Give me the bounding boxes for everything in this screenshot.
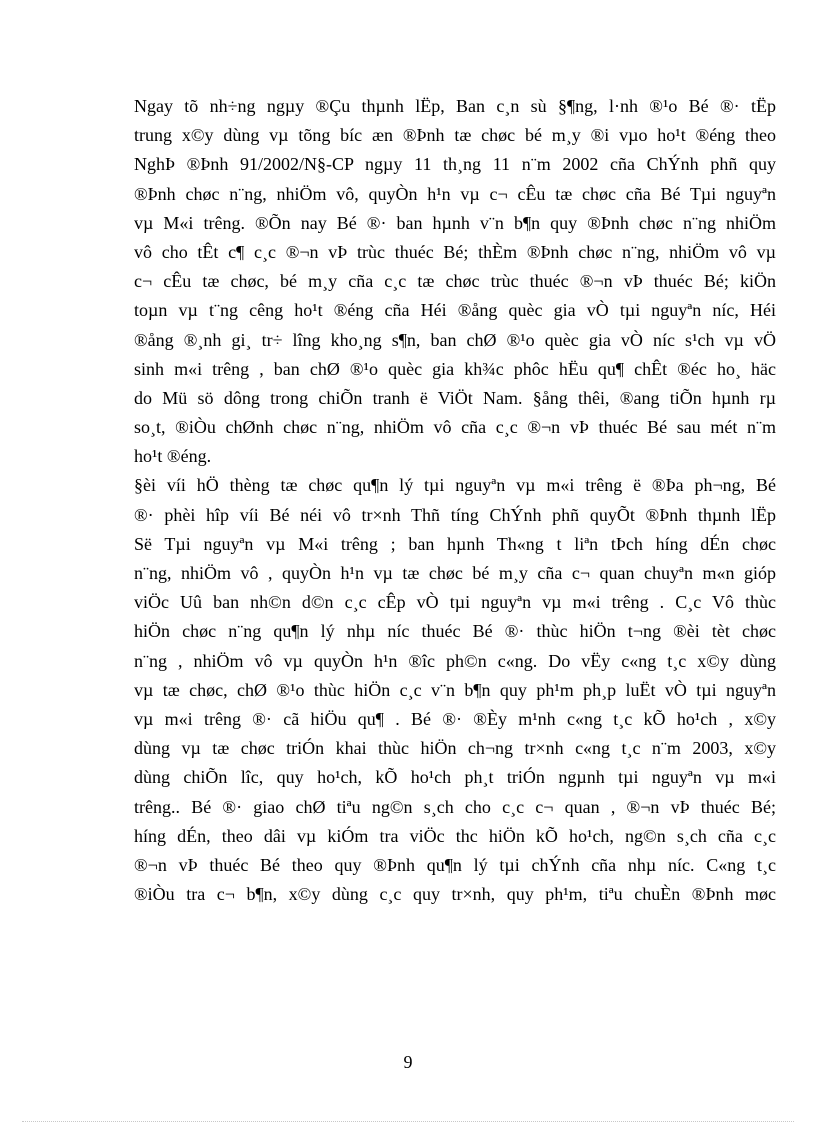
text-line: sinh m«i trêng , ban chØ ®¹o quèc gia kh¾c phôc hËu qu¶ chÊt ®éc ho¸ häc (134, 358, 776, 379)
text-line: so¸t, ®iÒu chØnh chøc n¨ng, nhiÖm vô cña c¸c ®¬n vÞ thuéc Bé sau mét n¨m (134, 417, 776, 438)
text-line: ®iÒu tra c¬ b¶n, x©y dùng c¸c quy tr×nh, quy ph¹m, tiªu chuÈn ®Þnh møc (134, 884, 776, 905)
text-line: vµ tæ chøc, chØ ®¹o thùc hiÖn c¸c v¨n b¶n quy ph¹m ph¸p luËt vÒ tµi nguyªn (134, 679, 776, 700)
page-number: 9 (403, 1052, 413, 1072)
text-line: trung x©y dùng vµ tõng bíc æn ®Þnh tæ chøc bé m¸y ®i vµo ho¹t ®éng theo (134, 125, 776, 146)
page-bottom-divider (22, 1121, 794, 1122)
text-line: ®ång ®¸nh gi¸ tr÷ lîng kho¸ng s¶n, ban chØ ®¹o quèc gia vÒ níc s¹ch vµ vÖ (134, 329, 776, 350)
text-line: dùng vµ tæ chøc triÓn khai thùc hiÖn ch¬ng tr×nh c«ng t¸c n¨m 2003, x©y (134, 738, 776, 759)
text-line: NghÞ ®Þnh 91/2002/N§-CP ngµy 11 th¸ng 11 n¨m 2002 cña ChÝnh phñ quy (134, 154, 776, 175)
text-line: ®· phèi hîp víi Bé néi vô tr×nh Thñ tíng ChÝnh phñ quyÕt ®Þnh thµnh lËp (134, 504, 776, 525)
text-line: vµ M«i trêng. ®Õn nay Bé ®· ban hµnh v¨n b¶n quy ®Þnh chøc n¨ng nhiÖm (134, 212, 776, 233)
text-line: n¨ng, nhiÖm vô , quyÒn h¹n vµ tæ chøc bé m¸y cña c¬ quan chuyªn m«n gióp (134, 563, 776, 583)
text-line: c¬ cÊu tæ chøc, bé m¸y cña c¸c tæ chøc trùc thuéc ®¬n vÞ thuéc Bé; kiÖn (134, 271, 776, 292)
text-line: ho¹t ®éng. (134, 446, 212, 467)
text-line: vµ m«i trêng ®· cã hiÖu qu¶ . Bé ®· ®Èy m¹nh c«ng t¸c kÕ ho¹ch , x©y (134, 708, 776, 729)
text-line: ®Þnh chøc n¨ng, nhiÖm vô, quyÒn h¹n vµ c¬ cÊu tæ chøc cña Bé Tµi nguyªn (134, 183, 776, 204)
text-line: do Mü sö dông trong chiÕn tranh ë ViÖt Nam. §ång thêi, ®ang tiÕn hµnh rµ (134, 387, 776, 408)
text-line: trêng.. Bé ®· giao chØ tiªu ng©n s¸ch cho c¸c c¬ quan , ®¬n vÞ thuéc Bé; (134, 796, 776, 817)
text-line: hiÖn chøc n¨ng qu¶n lý nhµ níc thuéc Bé ®· thùc hiÖn t¬ng ®èi tèt chøc (134, 621, 776, 642)
text-line: Së Tµi nguyªn vµ M«i trêng ; ban hµnh Th«ng t liªn tÞch híng dÉn chøc (134, 533, 776, 554)
text-line: n¨ng , nhiÖm vô vµ quyÒn h¹n ®îc ph©n c«ng. Do vËy c«ng t¸c x©y dùng (134, 650, 776, 671)
text-line: híng dÉn, theo dâi vµ kiÓm tra viÖc thc hiÖn kÕ ho¹ch, ng©n s¸ch cña c¸c (134, 825, 776, 846)
text-line: ®¬n vÞ thuéc Bé theo quy ®Þnh qu¶n lý tµi chÝnh cña nhµ níc. C«ng t¸c (134, 854, 776, 875)
text-line: toµn vµ t¨ng cêng ho¹t ®éng cña Héi ®ång quèc gia vÒ tµi nguyªn níc, Héi (134, 300, 776, 321)
text-line: §èi víi hÖ thèng tæ chøc qu¶n lý tµi nguyªn vµ m«i trêng ë ®Þa ph¬ng, Bé (134, 475, 776, 496)
text-line: viÖc Uû ban nh©n d©n c¸c cÊp vÒ tµi nguyªn vµ m«i trêng . C¸c Vô thùc (134, 592, 776, 613)
text-line: Ngay tõ nh÷ng ngµy ®Çu thµnh lËp, Ban c¸n sù §¶ng, l·nh ®¹o Bé ®· tËp (134, 96, 776, 116)
body-text (134, 92, 776, 909)
text-line: vô cho tÊt c¶ c¸c ®¬n vÞ trùc thuéc Bé; thÈm ®Þnh chøc n¨ng, nhiÖm vô vµ (134, 241, 776, 262)
text-line: dùng chiÕn lîc, quy ho¹ch, kÕ ho¹ch ph¸t triÓn ngµnh tµi nguyªn vµ m«i (134, 767, 776, 788)
